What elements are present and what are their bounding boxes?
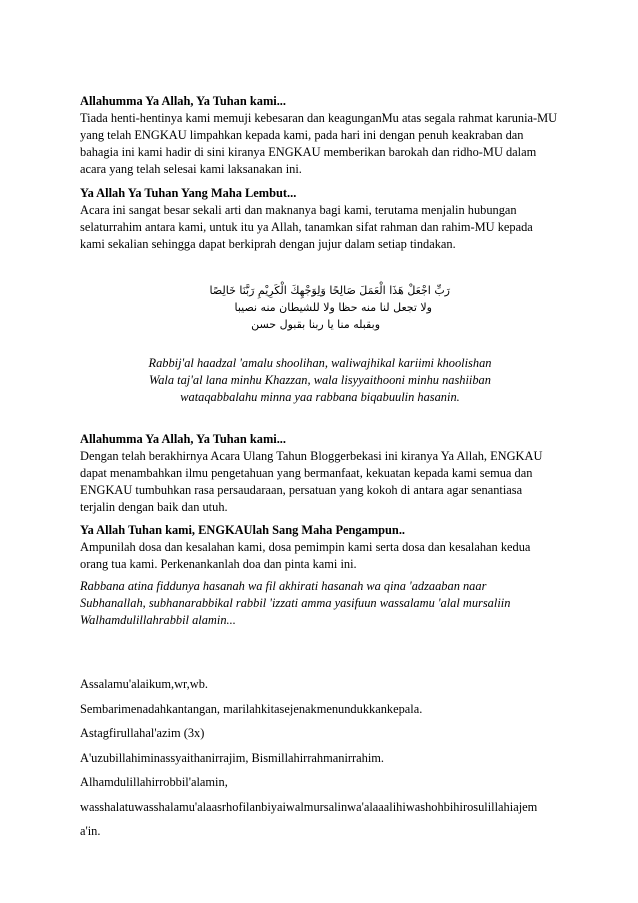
arabic-line: ولا تجعل لنا منه حظا ولا للشيطان منه نصيبا [234,301,432,314]
section-body: Tiada henti-hentinya kami memuji kebesaran dan keagunganMu atas segala rahmat karunia-MU yang telah ENGKAU limpahkan kepada kami, pada hari ini dengan penuh keakraban dan bahagia ini kami hadir di sini kiranya ENGKAU memberikan barokah dan ridho-MU dalam acara yang telah selesai kami laksanakan ini. [80,111,558,176]
closing-line: Rabbana atina fiddunya hasanah wa fil akhirati hasanah wa qina 'adzaaban naar [80,579,487,593]
opening-line: Alhamdulillahirrobbil'alamin, [80,775,228,789]
section-gentle [80,185,560,253]
opening-remarks [80,672,580,844]
transliteration-line: wataqabbalahu minna yaa rabbana biqabuulin hasanin. [180,390,460,404]
opening-line: Astagfirullahal'azim (3x) [80,726,205,740]
section-heading: Allahumma Ya Allah, Ya Tuhan kami... [80,432,287,446]
transliteration [60,355,580,406]
section-body: Acara ini sangat besar sekali arti dan maknanya bagi kami, terutama menjalin hubungan selaturrahim antara kami, untuk itu ya Allah, tanamkan sifat rahman dan rahim-MU kepada kami sekalian sehingga dapat berkiprah dengan jujur dalam setiap tindakan. [80,203,533,251]
opening-line: Sembarimenadahkantangan, marilahkitasejenakmenundukkankepala. [80,701,423,716]
section-heading: Ya Allah Ya Tuhan Yang Maha Lembut... [80,186,297,200]
section-heading: Allahumma Ya Allah, Ya Tuhan kami... [80,94,287,108]
opening-line: A'uzubillahiminassyaithanirrajim, Bismillahirrahmanirrahim. [80,750,385,765]
closing-line: Subhanallah, subhanarabbikal rabbil 'izzati amma yasifuun wassalamu 'alal mursaliin [80,596,511,610]
section-praise [80,93,560,178]
section-closing-prayer [80,431,560,516]
arabic-prayer [150,282,450,333]
transliteration-line: Wala taj'al lana minhu Khazzan, wala lisyyaithooni minhu nashiiban [149,373,491,387]
arabic-line: رَبِّ اجْعَلْ هَذَا الْعَمَلَ صَالِحًا وَلِوَجْهِكَ الْكَرِيْمِ رَبَّنَا خَالِصًا [209,284,450,297]
section-body: Dengan telah berakhirnya Acara Ulang Tahun Bloggerbekasi ini kiranya Ya Allah, ENGKAU dapat menambahkan ilmu pengetahuan yang bermanfaat, kekuatan kepada kami semua dan ENGKAU tumbuhkan rasa persaudaraan, persatuan yang kokoh di antara agar senantiasa terjalin dengan baik dan utuh. [80,449,543,514]
transliteration-line: Rabbij'al haadzal 'amalu shoolihan, waliwajhikal kariimi khoolishan [148,356,492,370]
closing-line: Walhamdulillahrabbil alamin... [80,613,236,627]
section-body: Ampunilah dosa dan kesalahan kami, dosa pemimpin kami serta dosa dan kesalahan kedua orang tua kami. Perkenankanlah doa dan pinta kami ini. [80,540,531,571]
opening-line: a'in. [80,824,101,838]
section-heading: Ya Allah Tuhan kami, ENGKAUlah Sang Maha Pengampun.. [80,523,406,537]
arabic-line: وبقبله منا يا ربنا بقبول حسن [251,318,380,331]
opening-line: Assalamu'alaikum,wr,wb. [80,677,209,691]
closing-doa [80,578,580,629]
section-forgiveness [80,522,560,573]
opening-line: wasshalatuwasshalamu'alaasrhofilanbiyaiwalmursalinwa'alaaalihiwashohbihirosulillahiajem [80,799,538,814]
